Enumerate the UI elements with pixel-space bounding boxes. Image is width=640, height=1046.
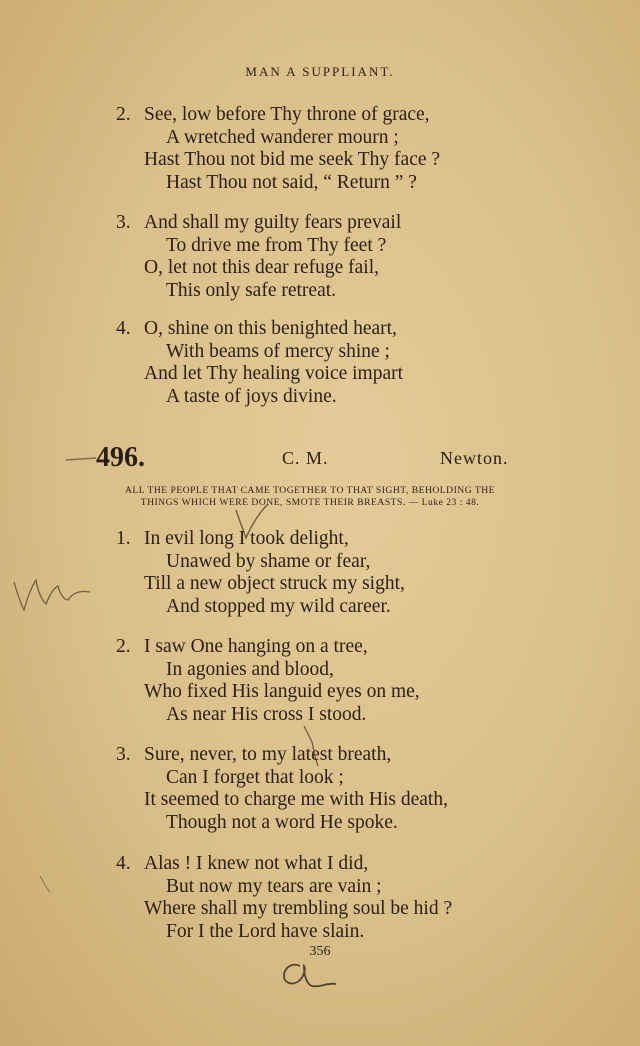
page-number: 356 — [309, 944, 331, 959]
pencil-letter-a — [284, 965, 336, 987]
pencil-smudge — [40, 876, 50, 892]
epigraph-line: THINGS WHICH WERE DONE, SMOTE THEIR BREASTS. — Luke 23 : 48. — [140, 496, 480, 508]
hymn-stanza-3 — [116, 744, 448, 835]
verse-line: And let Thy healing voice impart — [144, 363, 404, 385]
stanza-number: 2. — [116, 636, 131, 657]
verse-line: Alas ! I knew not what I did, — [144, 853, 369, 874]
hymn-number: 496. — [96, 442, 145, 473]
stanza-2 — [116, 104, 440, 195]
verse-line: And shall my guilty fears prevail — [144, 212, 402, 233]
verse-line: For I the Lord have slain. — [166, 921, 365, 943]
stanza-number: 1. — [116, 528, 131, 549]
verse-line: Can I forget that look ; — [166, 766, 344, 788]
verse-line: A wretched wanderer mourn ; — [166, 126, 399, 148]
verse-line: A taste of joys divine. — [166, 386, 337, 408]
verse-line: But now my tears are vain ; — [166, 875, 382, 897]
stanza-number: 4. — [116, 318, 131, 339]
verse-line: Hast Thou not bid me seek Thy face ? — [144, 149, 441, 171]
verse-line: Hast Thou not said, “ Return ” ? — [166, 172, 417, 194]
hymn-heading — [0, 442, 640, 478]
hymn-stanza-4 — [116, 853, 452, 944]
epigraph — [70, 485, 550, 508]
hymn-meter: C. M. — [282, 448, 329, 468]
verse-line: Till a new object struck my sight, — [144, 573, 405, 595]
verse-line: Unawed by shame or fear, — [166, 550, 371, 572]
stanza-number: 3. — [116, 212, 131, 233]
verse-line: O, shine on this benighted heart, — [144, 318, 397, 339]
verse-line: O, let not this dear refuge fail, — [144, 257, 379, 279]
tune-name: Newton. — [440, 448, 509, 468]
verse-line: To drive me from Thy feet ? — [166, 234, 387, 256]
epigraph-line: ALL THE PEOPLE THAT CAME TOGETHER TO THAT SIGHT, BEHOLDING THE — [124, 485, 496, 496]
verse-line: In agonies and blood, — [166, 658, 334, 680]
stanza-4 — [116, 318, 403, 409]
stanza-number: 4. — [116, 853, 131, 874]
verse-line: It seemed to charge me with His death, — [144, 789, 448, 811]
verse-line: This only safe retreat. — [166, 280, 337, 302]
stanza-number: 3. — [116, 744, 131, 765]
verse-line: Sure, never, to my latest breath, — [144, 744, 392, 765]
verse-line: Though not a word He spoke. — [166, 812, 398, 834]
verse-line: Where shall my trembling soul be hid ? — [144, 898, 453, 920]
pencil-scribble-vvv — [14, 580, 90, 610]
verse-line: In evil long I took delight, — [144, 528, 349, 549]
verse-line: With beams of mercy shine ; — [166, 340, 390, 362]
stanza-3 — [116, 212, 401, 303]
hymn-stanza-2 — [116, 636, 420, 727]
verse-line: Who fixed His languid eyes on me, — [144, 681, 420, 703]
running-header: MAN A SUPPLIANT. — [245, 64, 395, 79]
verse-line: As near His cross I stood. — [166, 704, 367, 726]
verse-line: See, low before Thy throne of grace, — [144, 104, 430, 125]
verse-line: I saw One hanging on a tree, — [144, 636, 368, 657]
stanza-number: 2. — [116, 104, 131, 125]
verse-line: And stopped my wild career. — [166, 596, 391, 618]
hymn-stanza-1 — [116, 528, 405, 619]
